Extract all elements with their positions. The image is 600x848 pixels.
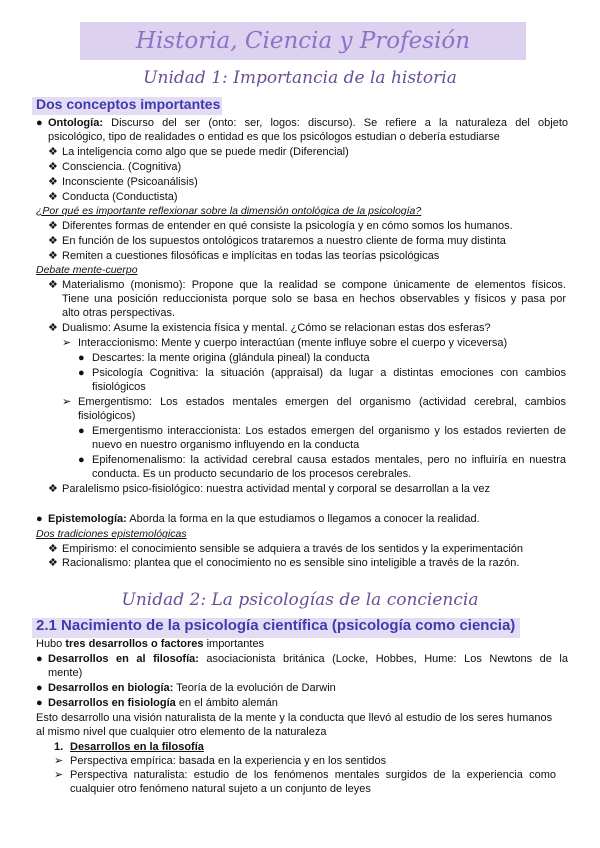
hubo-line: Hubo tres desarrollos o factores importantes [36, 638, 265, 650]
epifeno-line2: conducta. Es un producto secundario de los procesos cerebrales. [92, 468, 412, 480]
numbered-heading: Desarrollos en la filosofía [70, 741, 204, 753]
emergentismo-line1: Emergentismo: Los estados mentales emergen del organismo (actividad cerebral, cambios [78, 396, 566, 408]
diamond-bullet: ❖ [48, 176, 58, 188]
list-item: Diferentes formas de entender en qué consiste la psicología y en cómo somos los humanos. [62, 220, 513, 232]
filosofia-line1: Desarrollos en al filosofía: asociacionista británica (Locke, Hobbes, Hume: Los Newtons de la [48, 653, 568, 665]
dualismo: Dualismo: Asume la existencia física y mental. ¿Cómo se relacionan estas dos esferas? [62, 322, 491, 334]
section-title: Dos conceptos importantes [36, 96, 221, 112]
epifeno-line1: Epifenomenalismo: la actividad cerebral causa estados mentales, pero no influiría en nuestra [92, 454, 566, 466]
list-item: Racionalismo: plantea que el conocimiento no es sensible sino inteligible a través de la razón. [62, 557, 520, 569]
question-heading: ¿Por qué es importante reflexionar sobre la dimensión ontológica de la psicología? [36, 205, 422, 217]
fisiologia: Desarrollos en fisiología en el ámbito alemán [48, 697, 278, 709]
unit2-heading: Unidad 2: La psicologías de la conciencia [121, 590, 479, 610]
arrow-bullet-icon: ➢ [54, 755, 64, 767]
paralelismo: Paralelismo psico-fisiológico: nuestra actividad mental y corporal se desarrollan a la vez [62, 483, 490, 495]
esto-line1: Esto desarrollo una visión naturalista de la mente y la conducta que llevó al estudio de los seres humanos [36, 712, 553, 724]
materialismo-line1: Materialismo (monismo): Propone que la realidad se compone únicamente de elementos físicos. [62, 279, 566, 291]
cognitiva-line1: Psicología Cognitiva: la situación (appraisal) da lugar a distintas emociones con cambios [92, 367, 566, 379]
empirica: Perspectiva empírica: basada en la experiencia y en los sentidos [70, 755, 387, 767]
section-title: 2.1 Nacimiento de la psicología científica (psicología como ciencia) [36, 617, 516, 634]
arrow-bullet-icon: ➢ [62, 337, 72, 349]
debate-heading: Debate mente-cuerpo [36, 264, 138, 276]
diamond-bullet: ❖ [48, 557, 58, 569]
bullet-dot: ● [78, 425, 85, 437]
diamond-bullet: ❖ [48, 191, 58, 203]
list-item: Consciencia. (Cognitiva) [62, 161, 182, 173]
bullet-dot: ● [36, 697, 43, 709]
diamond-bullet: ❖ [48, 250, 58, 262]
bullet-dot: ● [78, 454, 85, 466]
diamond-bullet: ❖ [48, 483, 58, 495]
diamond-bullet: ❖ [48, 322, 58, 334]
emer-inter-line1: Emergentismo interaccionista: Los estados emergen del organismo y los estados revierten de [92, 425, 566, 437]
descartes: Descartes: la mente origina (glándula pineal) la conducta [92, 352, 370, 364]
page-title: Historia, Ciencia y Profesión [135, 28, 471, 54]
diamond-bullet: ❖ [48, 161, 58, 173]
list-item: En función de los supuestos ontológicos trataremos a nuestro cliente de forma muy distinta [62, 235, 506, 247]
bullet-dot: ● [36, 513, 43, 525]
bullet-dot: ● [78, 352, 85, 364]
list-item: Conducta (Conductista) [62, 191, 178, 203]
list-item: Empirismo: el conocimiento sensible se adquiera a través de los sentidos y la experimentación [62, 543, 524, 555]
numbered-number: 1. [54, 741, 64, 753]
emer-inter-line2: nuevo en nuestro organismo influyendo en la conducta [92, 439, 360, 451]
diamond-bullet: ❖ [48, 146, 58, 158]
title-banner [80, 22, 526, 60]
list-item: La inteligencia como algo que se puede medir (Diferencial) [62, 146, 349, 158]
bullet-dot: ● [78, 367, 85, 379]
emergentismo-line2: fisiológicos) [78, 410, 136, 422]
bullet-dot: ● [36, 682, 43, 694]
bullet-dot: ● [36, 117, 43, 129]
list-item: Inconsciente (Psicoanálisis) [62, 176, 198, 188]
naturalista-line1: Perspectiva naturalista: estudio de los fenómenos mentales surgidos de la experiencia como [70, 769, 556, 781]
epistemologia: Epistemología: Aborda la forma en la que estudiamos o llegamos a conocer la realidad. [48, 513, 480, 525]
tradiciones-heading: Dos tradiciones epistemológicas [36, 528, 187, 540]
interaccionismo: Interaccionismo: Mente y cuerpo interactúan (mente influye sobre el cuerpo y viceversa) [78, 337, 508, 349]
bullet-dot: ● [36, 653, 43, 665]
materialismo-line2: Tiene una posición reduccionista porque solo se basa en hechos observables y físicos y pasa por [62, 293, 566, 305]
arrow-bullet-icon: ➢ [54, 769, 64, 781]
ontologia-line2: psicológico, tipo de realidades o entidad es que los psicólogos estudian o debería estudiarse [48, 131, 500, 143]
diamond-bullet: ❖ [48, 279, 58, 291]
naturalista-line2: cualquier otro fenómeno natural sujeto a un conjunto de leyes [70, 783, 371, 795]
materialismo-line3: alto otras perspectivas. [62, 307, 176, 319]
biologia: Desarrollos en biología: Teoría de la evolución de Darwin [48, 682, 336, 694]
ontologia-line1: Ontología: Discurso del ser (onto: ser, logos: discurso). Se refiere a la naturaleza del objeto [48, 117, 568, 129]
esto-line2: al mismo nivel que cualquier otro elemento de la naturaleza [36, 726, 327, 738]
arrow-bullet-icon: ➢ [62, 396, 72, 408]
cognitiva-line2: fisiológicos [92, 381, 146, 393]
unit1-heading: Unidad 1: Importancia de la historia [143, 68, 457, 88]
diamond-bullet: ❖ [48, 220, 58, 232]
diamond-bullet: ❖ [48, 543, 58, 555]
list-item: Remiten a cuestiones filosóficas e implícitas en todas las teorías psicológicas [62, 250, 440, 262]
diamond-bullet: ❖ [48, 235, 58, 247]
filosofia-line2: mente) [48, 667, 83, 679]
